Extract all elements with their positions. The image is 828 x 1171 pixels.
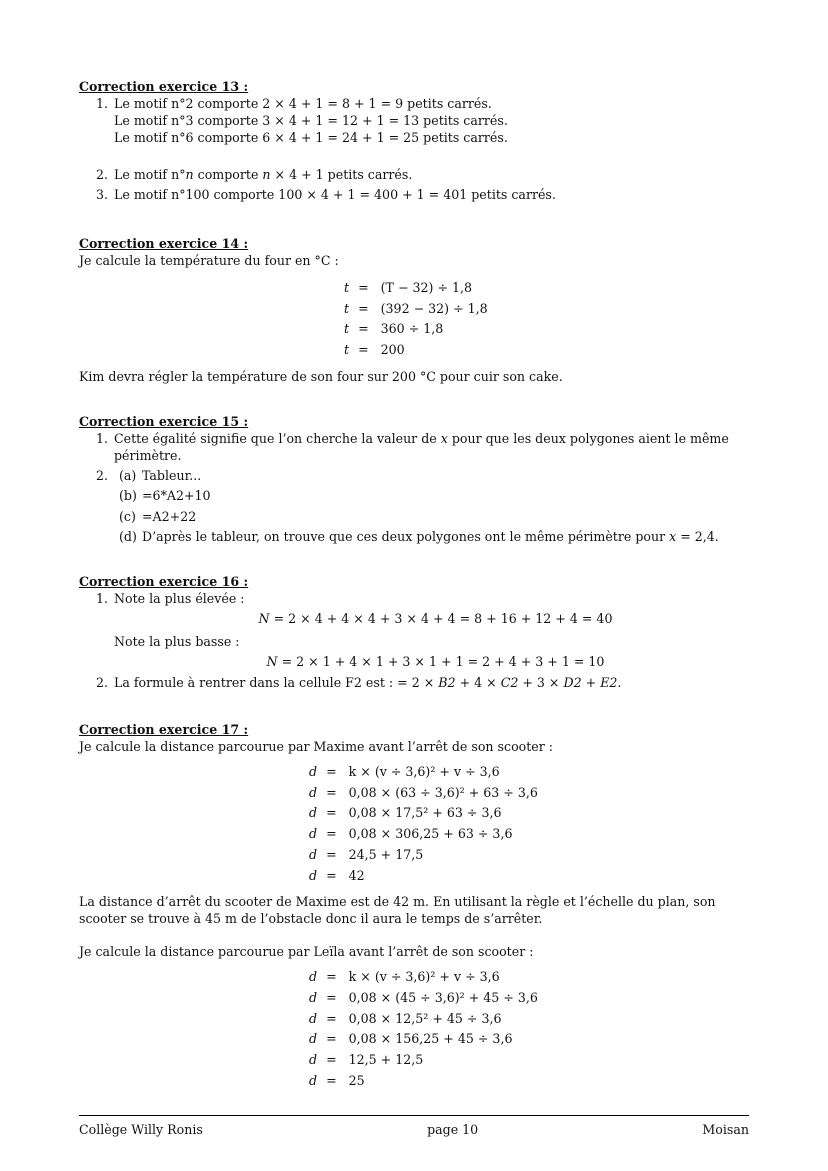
- list-item: [79, 95, 749, 146]
- eq-rhs: (T − 32) ÷ 1,8: [380, 279, 473, 295]
- eq-rhs: 0,08 × (63 ÷ 3,6)² + 63 ÷ 3,6: [348, 784, 538, 800]
- exercise-15-list: [79, 430, 749, 546]
- eq-rhs: 0,08 × (45 ÷ 3,6)² + 45 ÷ 3,6: [348, 989, 538, 1005]
- footer-school: Collège Willy Ronis: [79, 1122, 203, 1137]
- equation-block: [309, 761, 538, 885]
- eq-lhs: d: [309, 1072, 318, 1088]
- list-item: [79, 674, 749, 691]
- eq-sign: =: [358, 279, 369, 295]
- eq-sign: =: [326, 764, 337, 780]
- intro-text: Je calcule la distance parcourue par Leïla avant l’arrêt de son scooter :: [79, 944, 534, 960]
- list-item: [79, 186, 749, 203]
- exercise-16-list: [79, 590, 749, 691]
- equation-row: [309, 987, 538, 1008]
- item-number: 1.: [96, 96, 109, 111]
- eq-lhs: d: [309, 764, 318, 780]
- variable: n: [262, 167, 271, 182]
- variable: x: [440, 430, 448, 446]
- equation-row: [309, 1070, 538, 1091]
- text: Note la plus basse :: [114, 634, 240, 650]
- eq-lhs: t: [344, 279, 350, 295]
- text: × 4 + 1 petits carrés.: [270, 167, 413, 182]
- eq-lhs: d: [309, 969, 318, 985]
- cell-ref: B2: [438, 675, 456, 691]
- eq-sign: =: [326, 1072, 337, 1088]
- eq-lhs: d: [309, 1031, 318, 1047]
- eq-rhs: k × (v ÷ 3,6)² + v ÷ 3,6: [348, 969, 500, 985]
- text: Tableur...: [142, 467, 202, 483]
- eq-lhs: t: [344, 300, 350, 316]
- sub-item: [114, 487, 749, 504]
- sub-item-label: (a): [119, 467, 137, 483]
- variable: N: [258, 611, 270, 627]
- exercise-13-title: Correction exercice 13 :: [79, 79, 249, 94]
- exercise-13-list: [79, 95, 749, 203]
- cell-ref: D2: [563, 675, 582, 691]
- sub-item: [114, 508, 749, 525]
- equation-row: [344, 298, 488, 319]
- eq-sign: =: [326, 784, 337, 800]
- conclusion-text: Kim devra régler la température de son four sur 200 °C pour cuir son cake.: [79, 368, 563, 384]
- eq-rhs: (392 − 32) ÷ 1,8: [380, 300, 488, 316]
- item-number: 2.: [96, 675, 109, 691]
- eq-rhs: 24,5 + 17,5: [348, 846, 424, 862]
- eq-sign: =: [358, 300, 369, 316]
- footer-page-number: page 10: [427, 1122, 479, 1137]
- eq-rhs: 0,08 × 12,5² + 45 ÷ 3,6: [348, 1010, 502, 1026]
- equation: = 2 × 4 + 4 × 4 + 3 × 4 + 4 = 8 + 16 + 12 + 4 = 40: [269, 611, 613, 627]
- intro-text: Je calcule la distance parcourue par Maxime avant l’arrêt de son scooter :: [79, 739, 554, 755]
- eq-lhs: d: [309, 826, 318, 842]
- text: + 4 ×: [455, 675, 501, 691]
- eq-rhs: 200: [380, 341, 405, 357]
- equation-row: [309, 1049, 538, 1070]
- text: =A2+22: [142, 508, 197, 524]
- eq-sign: =: [358, 321, 369, 337]
- equation-row: [309, 844, 538, 865]
- eq-sign: =: [326, 805, 337, 821]
- text: .: [617, 675, 622, 691]
- equation-row: [309, 761, 538, 782]
- equation-row: [344, 318, 488, 339]
- list-item: [79, 590, 749, 670]
- equation-row: [344, 339, 488, 360]
- sub-item: [114, 467, 749, 484]
- variable: x: [669, 529, 677, 545]
- exercise-16-title: Correction exercice 16 :: [79, 574, 249, 590]
- sub-item: [114, 528, 749, 545]
- eq-rhs: 360 ÷ 1,8: [380, 321, 444, 337]
- page-content: [79, 78, 749, 1091]
- equation: = 2 × 1 + 4 × 1 + 3 × 1 + 1 = 2 + 4 + 3 + 1 = 10: [277, 654, 605, 670]
- footer-author: Moisan: [702, 1122, 749, 1137]
- eq-rhs: 42: [348, 867, 365, 883]
- equation-row: [309, 803, 538, 824]
- text: Cette égalité signifie que l’on cherche la valeur de: [114, 430, 441, 446]
- equation-row: [309, 823, 538, 844]
- exercise-16: [79, 573, 749, 691]
- equation-row: [309, 782, 538, 803]
- variable: n: [185, 167, 194, 182]
- eq-rhs: 12,5 + 12,5: [348, 1051, 424, 1067]
- text: =6*A2+10: [142, 488, 211, 504]
- eq-lhs: d: [309, 867, 318, 883]
- intro-text: Je calcule la température du four en °C :: [79, 253, 339, 268]
- eq-sign: =: [326, 867, 337, 883]
- item-number: 2.: [96, 467, 109, 483]
- text: Note la plus élevée :: [114, 591, 245, 607]
- cell-ref: C2: [500, 675, 519, 691]
- eq-sign: =: [326, 989, 337, 1005]
- list-item: [79, 430, 749, 464]
- eq-lhs: t: [344, 341, 350, 357]
- cell-ref: E2: [600, 675, 618, 691]
- eq-sign: =: [326, 846, 337, 862]
- equation-row: [344, 277, 488, 298]
- eq-lhs: d: [309, 846, 318, 862]
- exercise-14: [79, 235, 749, 385]
- text: La formule à rentrer dans la cellule F2 est : = 2 ×: [114, 675, 439, 691]
- exercise-17: [79, 721, 749, 1090]
- eq-sign: =: [326, 1051, 337, 1067]
- exercise-15: [79, 413, 749, 546]
- text: +: [581, 675, 601, 691]
- list-item: [79, 166, 749, 183]
- eq-rhs: k × (v ÷ 3,6)² + v ÷ 3,6: [348, 764, 500, 780]
- text: D’après le tableur, on trouve que ces deux polygones ont le même périmètre pour: [142, 529, 670, 545]
- item-number: 3.: [96, 187, 109, 202]
- list-item: [79, 467, 749, 546]
- eq-rhs: 0,08 × 17,5² + 63 ÷ 3,6: [348, 805, 502, 821]
- eq-lhs: d: [309, 784, 318, 800]
- equation-row: [309, 1028, 538, 1049]
- text: Le motif n°: [114, 167, 186, 182]
- eq-lhs: d: [309, 1010, 318, 1026]
- page-footer: [79, 1121, 749, 1138]
- sub-item-label: (b): [119, 488, 137, 504]
- exercise-14-title: Correction exercice 14 :: [79, 236, 249, 251]
- equation-line: [114, 610, 749, 627]
- equation-block: [344, 277, 488, 360]
- equation-block: [309, 966, 538, 1090]
- eq-rhs: 0,08 × 306,25 + 63 ÷ 3,6: [348, 826, 513, 842]
- eq-rhs: 25: [348, 1072, 365, 1088]
- answer-line: Le motif n°6 comporte 6 × 4 + 1 = 24 + 1 = 25 petits carrés.: [114, 130, 508, 145]
- sub-item-label: (c): [119, 508, 136, 524]
- sub-list: [114, 467, 749, 546]
- text: pour que les deux polygones aient le même périmètre.: [114, 430, 729, 463]
- eq-lhs: t: [344, 321, 350, 337]
- eq-lhs: d: [309, 1051, 318, 1067]
- text: + 3 ×: [518, 675, 564, 691]
- eq-sign: =: [358, 341, 369, 357]
- answer-line: Le motif n°3 comporte 3 × 4 + 1 = 12 + 1 = 13 petits carrés.: [114, 113, 508, 128]
- text: = 2,4.: [676, 529, 719, 545]
- exercise-17-title: Correction exercice 17 :: [79, 722, 249, 738]
- eq-sign: =: [326, 969, 337, 985]
- answer-line: Le motif n°2 comporte 2 × 4 + 1 = 8 + 1 = 9 petits carrés.: [114, 96, 492, 111]
- conclusion-text: La distance d’arrêt du scooter de Maxime est de 42 m. En utilisant la règle et l’échelle du plan, son scooter se trouve à 45 m de l’obstacle donc il aura le temps de s’arrêter.: [79, 894, 716, 927]
- answer-line: Le motif n°100 comporte 100 × 4 + 1 = 400 + 1 = 401 petits carrés.: [114, 187, 556, 202]
- eq-sign: =: [326, 826, 337, 842]
- item-number: 1.: [96, 591, 109, 607]
- eq-sign: =: [326, 1010, 337, 1026]
- equation-row: [309, 1008, 538, 1029]
- footer-rule: [79, 1115, 749, 1116]
- equation-row: [309, 966, 538, 987]
- exercise-15-title: Correction exercice 15 :: [79, 413, 249, 429]
- equation-row: [309, 865, 538, 886]
- eq-lhs: d: [309, 989, 318, 1005]
- exercise-13: [79, 78, 749, 203]
- item-number: 2.: [96, 167, 109, 182]
- sub-item-label: (d): [119, 529, 137, 545]
- text: comporte: [193, 167, 263, 182]
- equation-line: [114, 653, 749, 670]
- variable: N: [266, 654, 278, 670]
- eq-rhs: 0,08 × 156,25 + 45 ÷ 3,6: [348, 1031, 513, 1047]
- item-number: 1.: [96, 430, 109, 446]
- eq-lhs: d: [309, 805, 318, 821]
- eq-sign: =: [326, 1031, 337, 1047]
